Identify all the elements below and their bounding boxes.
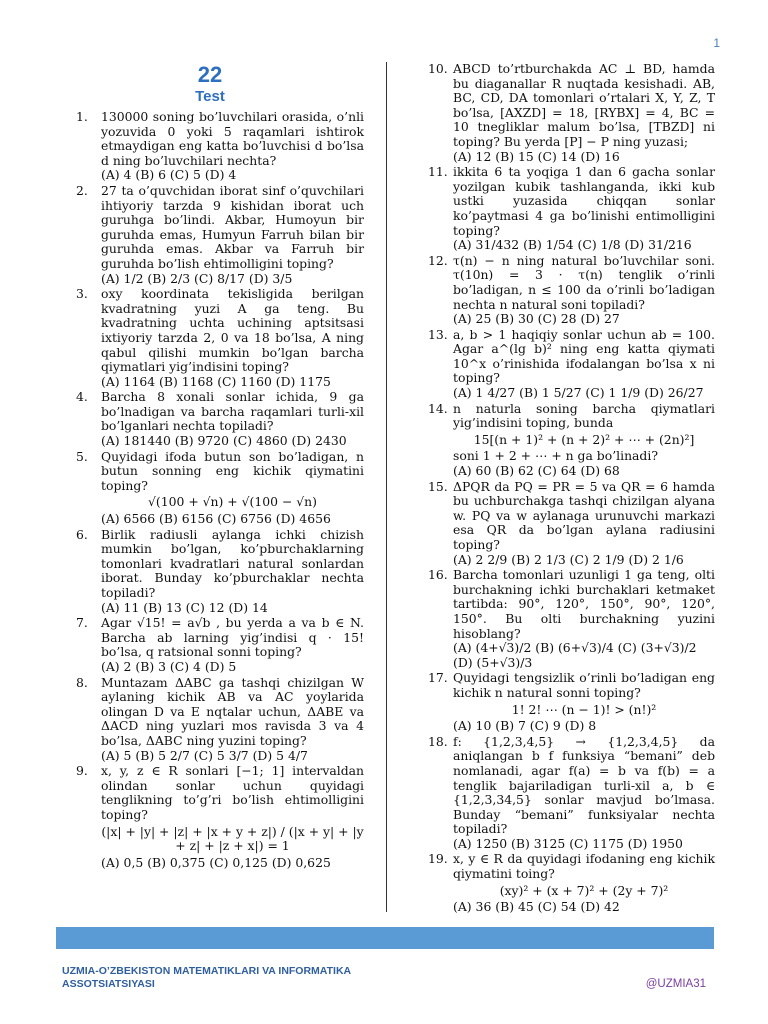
question-number: 11. bbox=[428, 164, 448, 180]
test-heading bbox=[150, 62, 270, 106]
question-number: 4. bbox=[76, 389, 88, 405]
question-number: 16. bbox=[428, 567, 448, 583]
answer-options: (A) 4 (B) 6 (C) 5 (D) 4 bbox=[101, 167, 237, 183]
answer-options: (A) 1164 (B) 1168 (C) 1160 (D) 1175 bbox=[101, 373, 331, 389]
answer-options: (A) 2 (B) 3 (C) 4 (D) 5 bbox=[101, 658, 237, 674]
question-number: 6. bbox=[76, 526, 88, 542]
question-number: 13. bbox=[428, 326, 448, 342]
question-text: Muntazam ΔABC ga tashqi chizilgan W aylaning kichik AB va AC yoylarida olingan D va E nqtalar uchun, ΔABE va ΔACD ning yuzlari mos ravisda 3 va 4 bo’lsa, ΔABC ning yuzini toping? bbox=[101, 674, 364, 748]
question-text: Quyidagi ifoda butun son bo’ladigan, n butun sonning eng kichik qiymatini toping? bbox=[101, 448, 364, 493]
question-item bbox=[76, 390, 364, 448]
footer-bar bbox=[56, 927, 714, 949]
question-item bbox=[428, 328, 715, 401]
question-item bbox=[76, 287, 364, 389]
question-item bbox=[428, 62, 715, 164]
column-divider bbox=[386, 62, 387, 912]
question-item bbox=[428, 852, 715, 914]
question-number: 12. bbox=[428, 252, 448, 268]
question-item bbox=[428, 671, 715, 733]
question-number: 7. bbox=[76, 615, 88, 631]
answer-options: (A) 1250 (B) 3125 (C) 1175 (D) 1950 bbox=[453, 835, 683, 851]
answer-options: (A) 1 4/27 (B) 1 5/27 (C) 1 1/9 (D) 26/27 bbox=[453, 385, 704, 401]
question-number: 19. bbox=[428, 851, 448, 867]
question-item bbox=[428, 568, 715, 670]
footer-organization: UZMIA-O’ZBEKISTON MATEMATIKLARI VA INFORMATIKA ASSOTSIATSIYASI bbox=[62, 965, 351, 990]
question-text: x, y, z ∈ R sonlari [−1; 1] intervaldan olindan sonlar uchun quyidagi tenglikning to’g’ri bo’lish ehtimolligini toping? bbox=[101, 763, 364, 822]
question-item bbox=[428, 480, 715, 568]
test-number: 22 bbox=[197, 62, 223, 87]
question-text: oxy koordinata tekisligida berilgan kvadratning yuzi A ga teng. Bu kvadratning uchta uchining aptsitsasi ixtiyoriy tarzda 2, 0 va 18 bo’lsa, A ning qabul qilishi mumkin bo’lgan barcha qiymatlari yig’indisini toping? bbox=[101, 286, 364, 375]
answer-options: (A) 25 (B) 30 (C) 28 (D) 27 bbox=[453, 311, 620, 327]
question-item bbox=[76, 616, 364, 674]
question-number: 10. bbox=[428, 61, 448, 76]
answer-options: (A) 31/432 (B) 1/54 (C) 1/8 (D) 31/216 bbox=[453, 237, 692, 253]
question-text: Barcha tomonlari uzunligi 1 ga teng, olti burchakning ichki burchaklari ketmaket tartibda: 90°, 120°, 150°, 90°, 120°, 150°. Bu olti burchakning yuzini hisoblang? bbox=[453, 567, 715, 641]
question-text: n naturla soning barcha qiymatlari yig’indisini toping, bunda bbox=[453, 400, 715, 431]
answer-options: (A) 12 (B) 15 (C) 14 (D) 16 bbox=[453, 148, 620, 164]
question-formula: (|x| + |y| + |z| + |x + y + z|) / (|x + y| + |y + z| + |z + x|) = 1 bbox=[101, 823, 364, 854]
question-number: 5. bbox=[76, 448, 88, 464]
question-item bbox=[76, 764, 364, 870]
question-item bbox=[76, 450, 364, 527]
question-text: f: {1,2,3,4,5} → {1,2,3,4,5} da aniqlangan b f funksiya “bemani” deb nomlanadi, agar f(a) = b va f(b) = a tenglik bajariladigan turli-xil a, b ∈ {1,2,3,34,5} sonlar mavjud bo’lmasa. Bunday “bemani” funksiyalar nechta topiladi? bbox=[453, 733, 715, 837]
question-formula: 15[(n + 1)² + (n + 2)² + ⋯ + (2n)²] bbox=[473, 431, 695, 447]
question-formula: (xy)² + (x + 7)² + (2y + 7)² bbox=[499, 882, 669, 898]
test-label: Test bbox=[195, 88, 225, 105]
question-item bbox=[428, 735, 715, 852]
question-number: 2. bbox=[76, 182, 88, 198]
right-column bbox=[428, 62, 715, 916]
question-formula: 1! 2! ⋯ (n − 1)! > (n!)² bbox=[511, 701, 657, 717]
answer-options: (A) 6566 (B) 6156 (C) 6756 (D) 4656 bbox=[101, 511, 331, 527]
left-column bbox=[76, 110, 364, 871]
question-text: Barcha 8 xonali sonlar ichida, 9 ga bo’lnadigan va barcha raqamlari turli-xil bo’lganlari nechta topiladi? bbox=[101, 389, 364, 434]
question-text: ABCD to’rtburchakda AC ⊥ BD, hamda bu diaganallar R nuqtada kesishadi. AB, BC, CD, DA tomonlari o’rtalari X, Y, Z, T bo’lsa, [AXZD] = 18, [RYBX] = 4, BC = 10 tnegliklar malum bo’lsa, [TBZD] ni toping? Bu yerda [P] − P ning yuzasi; bbox=[453, 61, 715, 149]
question-text: Birlik radiusli aylanga ichki chizish mumkin bo’lgan, ko’pburchaklarning tomonlari kvadratlari natural sonlardan iborat. Bunday ko’pburchaklar nechta topiladi? bbox=[101, 526, 364, 600]
question-number: 14. bbox=[428, 400, 448, 416]
question-number: 9. bbox=[76, 763, 88, 779]
footer-handle: @UZMIA31 bbox=[645, 978, 706, 990]
answer-options: (A) (4+√3)/2 (B) (6+√3)/4 (C) (3+√3)/2 (D) (5+√3)/3 bbox=[453, 640, 697, 670]
question-text: ikkita 6 ta yoqiga 1 dan 6 gacha sonlar yozilgan kubik tashlanganda, ikki kub ustki yuzasida chiqqan sonlar ko’paytmasi 4 ga bo’linishi entimolligini toping? bbox=[453, 164, 715, 238]
answer-options: (A) 5 (B) 5 2/7 (C) 5 3/7 (D) 5 4/7 bbox=[101, 747, 308, 763]
answer-options: soni 1 + 2 + ⋯ + n ga bo’linadi? (A) 60 (B) 62 (C) 64 (D) 68 bbox=[453, 448, 658, 479]
question-number: 18. bbox=[428, 733, 448, 749]
answer-options: (A) 181440 (B) 9720 (C) 4860 (D) 2430 bbox=[101, 433, 347, 449]
question-item bbox=[428, 165, 715, 253]
question-text: Quyidagi tengsizlik o’rinli bo’ladigan eng kichik n natural sonni toping? bbox=[453, 670, 715, 700]
question-item bbox=[76, 676, 364, 764]
answer-options: (A) 0,5 (B) 0,375 (C) 0,125 (D) 0,625 bbox=[101, 854, 331, 870]
question-text: a, b > 1 haqiqiy sonlar uchun ab = 100. Agar a^(lg b)² ning eng katta qiymati 10^x o’rinishida ifodalangan bo’lsa x ni toping? bbox=[453, 326, 715, 386]
answer-options: (A) 11 (B) 13 (C) 12 (D) 14 bbox=[101, 599, 268, 615]
answer-options: (A) 10 (B) 7 (C) 9 (D) 8 bbox=[453, 718, 597, 734]
question-number: 17. bbox=[428, 670, 448, 686]
question-item bbox=[76, 184, 364, 286]
question-text: τ(n) − n ning natural bo’luvchilar soni. τ(10n) = 3 · τ(n) tenglik o’rinli bo’ladigan, n ≤ 100 da o’rinli bo’ladigan nechta n natural soni topiladi? bbox=[453, 252, 715, 312]
question-text: x, y ∈ R da quyidagi ifodaning eng kichik qiymatini toing? bbox=[453, 851, 715, 882]
answer-options: (A) 2 2/9 (B) 2 1/3 (C) 2 1/9 (D) 2 1/6 bbox=[453, 551, 684, 567]
question-text: Agar √15! = a√b , bu yerda a va b ∈ N. Barcha ab larning yig’indisi q · 15! bo’lsa, q ratsional sonni toping? bbox=[101, 615, 364, 660]
page-number: 1 bbox=[713, 36, 720, 50]
question-number: 15. bbox=[428, 478, 448, 494]
question-number: 3. bbox=[76, 286, 88, 302]
answer-options: (A) 1/2 (B) 2/3 (C) 8/17 (D) 3/5 bbox=[101, 270, 293, 286]
question-text: ΔPQR da PQ = PR = 5 va QR = 6 hamda bu uchburchakga tashqi chizilgan alyana w. PQ va w aylanaga urunuvchi markazi esa QR da bo’lgan aylana radiusini toping? bbox=[453, 478, 715, 552]
question-item bbox=[76, 110, 364, 183]
question-item bbox=[428, 254, 715, 327]
answer-options: (A) 36 (B) 45 (C) 54 (D) 42 bbox=[453, 899, 620, 915]
question-formula: √(100 + √n) + √(100 − √n) bbox=[148, 494, 317, 510]
question-text: 27 ta o’quvchidan iborat sinf o’quvchilari ihtiyoriy tarzda 9 kishidan iborat uch guruhga bo’lindi. Akbar, Humoyun bir guruhda emas, Humyun Farruh bilan bir guruhda emas. Akbar va Farruh bir guruhda bo’lish ehtimolligini toping? bbox=[101, 182, 364, 271]
question-item bbox=[428, 402, 715, 479]
question-item bbox=[76, 528, 364, 616]
question-text: 130000 soning bo’luvchilari orasida, o’nli yozuvida 0 yoki 5 raqamlari ishtirok etmaydigan eng katta bo’luvchisi d bo’lsa d ning bo’luvchilari nechta? bbox=[101, 109, 364, 168]
question-number: 8. bbox=[76, 674, 88, 690]
question-number: 1. bbox=[76, 109, 88, 124]
